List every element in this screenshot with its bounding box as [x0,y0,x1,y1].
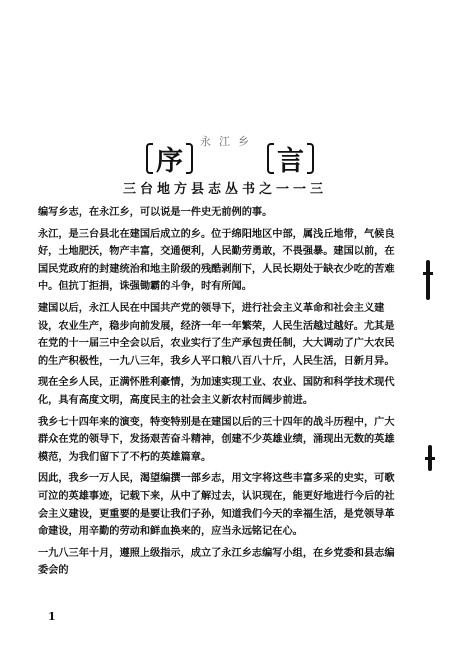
binding-mark [426,260,430,300]
title-char-2: 言 [271,139,310,178]
paragraph: 一九八三年十月，遵照上级指示，成立了永江乡志编写小组，在乡党委和县志编委会的 [38,546,395,577]
paragraph: 因此，我乡一万人民，渴望编撰一部乡志，用文字将这些丰富多采的史实，可歌可泣的英雄事迹，记载下来，从中了解过去，认识现在，能更好地进行今后的社会主义建设，更重要的是要让我们子孙，知道我们今天的幸福生活，是党领导革命建设，用辛勤的劳动和鲜血换来的，应当永远铭记在心。 [38,472,395,538]
page-title [150,140,310,176]
title-char-1: 序 [150,139,189,178]
paragraph: 现在全乡人民，正满怀胜利豪情，为加速实现工业、农业、国防和科学技术现代化，具有高度文明，高度民主的社会主义新农村而阔步前进。 [38,376,395,406]
binding-mark [428,445,432,471]
handwritten-annotation: 永江乡 [200,135,257,148]
page-number: 1 [48,610,56,623]
body-text [38,204,400,584]
paragraph: 永江，是三台县北在建国后成立的乡。位于绵阳地区中部，属浅丘地带，气候良好，土地肥沃，物产丰富，交通便利，人民勤劳勇敢，不畏强暴。建国以前，在国民党政府的封建统治和地主阶级的残酷剥削下，人民长期处于缺衣少吃的苦难中。但抗丁拒捐，诛强锄霸的斗争，时有所闻。 [38,227,395,293]
paragraph: 编写乡志，在永江乡，可以说是一件史无前例的事。 [38,206,273,218]
paragraph: 我乡七十四年来的演变，特变特别是在建国以后的三十四年的战斗历程中，广大群众在党的领导下，发扬艰苦奋斗精神，创建不少英雄业绩，涌现出无数的英雄模范，为我们留下了不朽的英雄篇章。 [38,415,395,463]
series-subtitle: 三台地方县志丛书之一一三 [122,182,327,197]
paragraph: 建国以后，永江人民在中国共产党的领导下，进行社会主义革命和社会主义建设，农业生产，稳步向前发展，经济一年一年繁荣，人民生活越过越好。尤其是在党的十一届三中全会以后，农业实行了生产承包责任制，大大调动了广大农民的生产积极性，一九八三年，我乡人平口粮八百八十斤，人民生活，日新月异。 [38,301,395,367]
